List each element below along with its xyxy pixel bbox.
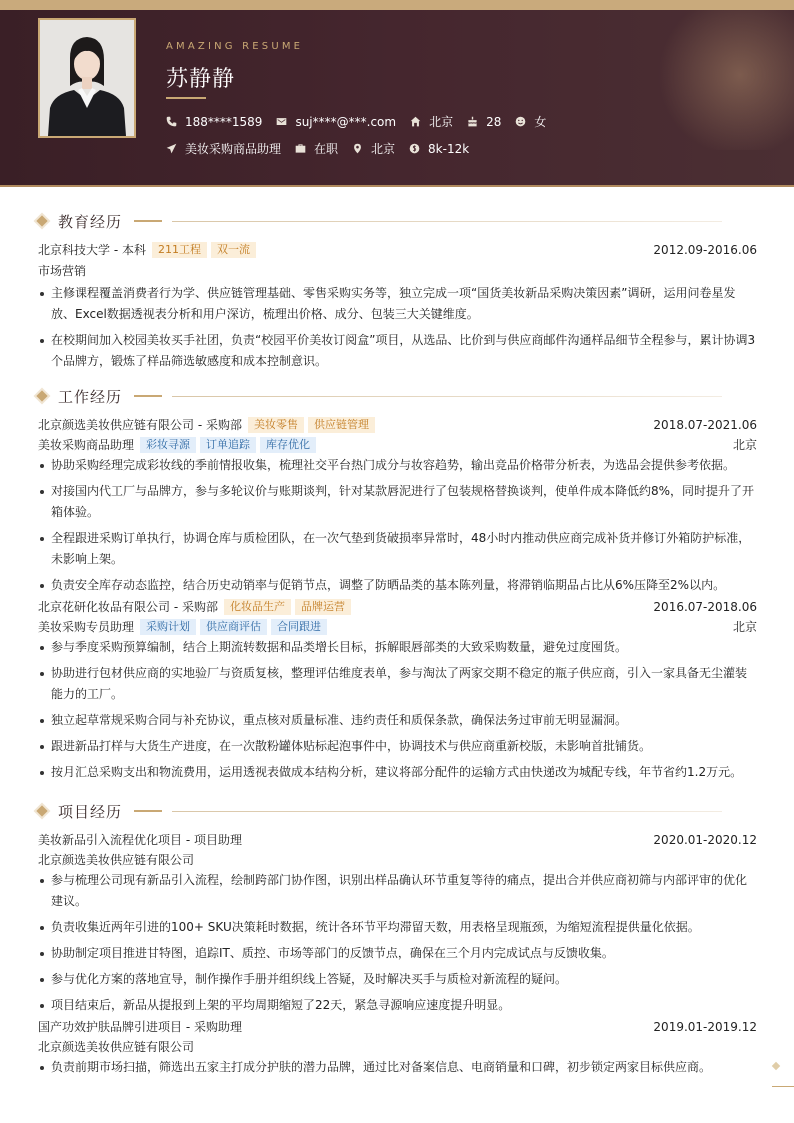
major: 市场营销 — [38, 264, 87, 278]
project-bullets — [38, 870, 757, 1016]
role-row — [38, 436, 757, 453]
list-item: 主修课程覆盖消费者行为学、供应链管理基础、零售采购实务等，独立完成一项“国货美妆新品采购决策因素”调研，运用问卷星发放、Excel数据透视表分析和用户深访，梳理出价格、成分、包装三大关键维度。 — [38, 283, 757, 325]
age-value: 28 — [486, 114, 502, 129]
role-tag: 合同跟进 — [271, 619, 327, 635]
section-title: 项目经历 — [58, 802, 123, 821]
section-accent-line — [134, 395, 162, 397]
target-position-info — [166, 140, 281, 157]
work-city: 北京 — [732, 438, 757, 452]
work-heading-row — [38, 598, 757, 615]
target-position: 美妆采购商品助理 — [185, 142, 282, 156]
list-item: 按月汇总采购支出和物流费用，运用透视表做成本结构分析，建议将部分配件的运输方式由快递改为城配专线，年节省约1.2万元。 — [38, 762, 757, 783]
list-item: 参与优化方案的落地宣导，制作操作手册并组织线上答疑，及时解决买手与质检对新流程的疑问。 — [38, 969, 757, 990]
project-entry — [38, 831, 757, 1016]
project-company: 北京颜选美妆供应链有限公司 — [38, 853, 195, 867]
work-city: 北京 — [732, 620, 757, 634]
project-entry — [38, 1018, 757, 1078]
project-period: 2020.01-2020.12 — [653, 832, 757, 847]
section-divider — [172, 811, 722, 812]
project-bullets — [38, 1057, 757, 1078]
list-item: 独立起草常规采购合同与补充协议，重点核对质量标准、违约责任和质保条款，确保法务过审前无明显漏洞。 — [38, 710, 757, 731]
list-item: 参与季度采购预算编制，结合上期流转数据和品类增长目标，拆解眼唇部类的大致采购数量，避免过度囤货。 — [38, 637, 757, 658]
top-accent-strip — [0, 0, 794, 10]
gender-value: 女 — [534, 115, 547, 129]
list-item: 协助采购经理完成彩妆线的季前情报收集，梳理社交平台热门成分与妆容趋势，输出竞品价格带分析表，为选品会提供参考依据。 — [38, 455, 757, 476]
header-bottom-border — [0, 185, 794, 187]
education-entry — [38, 241, 757, 372]
email-info — [276, 115, 396, 129]
school-name: 北京科技大学 - 本科 — [38, 243, 146, 257]
company-tag: 化妆品生产 — [224, 599, 291, 615]
project-name: 国产功效护肤品牌引进项目 - 采购助理 — [38, 1020, 242, 1034]
work-period: 2016.07-2018.06 — [653, 599, 757, 614]
section-diamond-icon — [36, 390, 47, 401]
major-row — [38, 262, 757, 279]
list-item: 对接国内代工厂与品牌方，参与多轮议价与账期谈判，针对某款唇泥进行了包装规格替换谈判，使单件成本降低约8%，同时提升了开箱体验。 — [38, 481, 757, 523]
education-period: 2012.09-2016.06 — [653, 242, 757, 257]
section-divider — [172, 221, 722, 222]
phone-icon — [166, 116, 177, 127]
company-tag: 美妆零售 — [248, 417, 304, 433]
age-info — [467, 115, 501, 129]
role-tag: 供应商评估 — [200, 619, 267, 635]
work-bullets — [38, 455, 757, 596]
role-title: 美妆采购专员助理 — [38, 620, 135, 634]
send-icon — [166, 143, 177, 154]
portrait-image — [40, 20, 134, 136]
work-entry — [38, 598, 757, 783]
section-header — [35, 211, 757, 231]
list-item: 在校期间加入校园美妆买手社团，负责“校园平价美妆订阅盒”项目，从选品、比价到与供应商邮件沟通样品细节全程参与，累计协调3个品牌方，锻炼了样品筛选敏感度和成本控制意识。 — [38, 330, 757, 372]
phone-info — [166, 115, 262, 129]
employment-status: 在职 — [314, 142, 339, 156]
company-tag: 品牌运营 — [295, 599, 351, 615]
work-bullets — [38, 637, 757, 783]
profile-photo — [38, 18, 136, 138]
company-name: 北京颜选美妆供应链有限公司 - 采购部 — [38, 418, 242, 432]
work-heading-row — [38, 416, 757, 433]
role-tag: 库存优化 — [260, 437, 316, 453]
gender-info — [515, 113, 546, 130]
section-header — [35, 801, 757, 821]
education-bullets — [38, 283, 757, 372]
contact-row — [166, 113, 560, 130]
list-item: 跟进新品打样与大货生产进度，在一次散粉罐体贴标起泡事件中，协调技术与供应商重新校版，未影响首批铺货。 — [38, 736, 757, 757]
role-tag: 订单追踪 — [200, 437, 256, 453]
role-tag: 彩妆寻源 — [140, 437, 196, 453]
corner-diamond-decoration — [772, 1062, 780, 1070]
phone-number: 188****1589 — [185, 114, 263, 129]
job-intent-row — [166, 140, 483, 157]
work-entry — [38, 416, 757, 596]
list-item: 全程跟进采购订单执行，协调仓库与质检团队，在一次气垫到货破损率异常时，48小时内推动供应商完成补货并修订外箱防护标准，未影响上架。 — [38, 528, 757, 570]
section-accent-line — [134, 810, 162, 812]
list-item: 协助制定项目推进甘特图，追踪IT、质控、市场等部门的反馈节点，确保在三个月内完成试点与反馈收集。 — [38, 943, 757, 964]
cake-icon — [467, 116, 478, 127]
home-icon — [410, 116, 421, 127]
section-divider — [172, 396, 722, 397]
hometown-value: 北京 — [429, 115, 454, 129]
hometown-info — [410, 113, 453, 130]
status-info — [295, 140, 338, 157]
salary-info — [409, 142, 469, 156]
company-tag: 供应链管理 — [308, 417, 375, 433]
role-row — [38, 618, 757, 635]
section-accent-line — [134, 220, 162, 222]
work-section — [35, 386, 757, 788]
work-period: 2018.07-2021.06 — [653, 417, 757, 432]
target-city: 北京 — [371, 142, 396, 156]
section-title: 工作经历 — [58, 387, 123, 406]
list-item: 协助进行包材供应商的实地验厂与资质复核，整理评估维度表单，参与淘汰了两家交期不稳定的瓶子供应商，引入一家具备无尘灌装能力的工厂。 — [38, 663, 757, 705]
project-company: 北京颜选美妆供应链有限公司 — [38, 1040, 195, 1054]
email-address: suj****@***.com — [295, 114, 397, 129]
briefcase-icon — [295, 143, 306, 154]
school-tag: 211工程 — [152, 242, 207, 258]
project-heading-row — [38, 831, 757, 848]
education-heading-row — [38, 241, 757, 258]
project-section — [35, 801, 757, 1083]
list-item: 项目结束后，新品从提报到上架的平均周期缩短了22天，紧急寻源响应速度提升明显。 — [38, 995, 757, 1016]
money-icon — [409, 143, 420, 154]
project-company-row — [38, 851, 757, 868]
candidate-name: 苏静静 — [166, 67, 236, 92]
resume-header — [0, 10, 794, 185]
resume-tagline: AMAZING RESUME — [166, 41, 304, 52]
mail-icon — [276, 116, 287, 127]
list-item: 参与梳理公司现有新品引入流程，绘制跨部门协作图，识别出样品确认环节重复等待的痛点，提出合并供应商初筛与内部评审的优化建议。 — [38, 870, 757, 912]
project-company-row — [38, 1038, 757, 1055]
company-name: 北京花研化妆品有限公司 - 采购部 — [38, 600, 218, 614]
role-tag: 采购计划 — [140, 619, 196, 635]
list-item: 负责安全库存动态监控，结合历史动销率与促销节点，调整了防晒品类的基本陈列量，将滞销临期品占比从6%压降至2%以内。 — [38, 575, 757, 596]
section-header — [35, 386, 757, 406]
list-item: 负责收集近两年引进的100+ SKU决策耗时数据，统计各环节平均滞留天数，用表格呈现瓶颈，为缩短流程提供量化依据。 — [38, 917, 757, 938]
name-underline — [166, 97, 206, 99]
target-city-info — [352, 140, 395, 157]
role-title: 美妆采购商品助理 — [38, 438, 135, 452]
section-title: 教育经历 — [58, 212, 123, 231]
project-period: 2019.01-2019.12 — [653, 1019, 757, 1034]
school-tag: 双一流 — [211, 242, 256, 258]
header-glow-decoration — [640, 10, 794, 150]
list-item: 负责前期市场扫描，筛选出五家主打成分护肤的潜力品牌，通过比对备案信息、电商销量和口碑，初步锁定两家目标供应商。 — [38, 1057, 757, 1078]
education-section — [35, 211, 757, 377]
section-diamond-icon — [36, 805, 47, 816]
project-name: 美妆新品引入流程优化项目 - 项目助理 — [38, 833, 242, 847]
section-diamond-icon — [36, 215, 47, 226]
expected-salary: 8k-12k — [428, 141, 470, 156]
location-pin-icon — [352, 143, 363, 154]
user-face-icon — [515, 116, 526, 127]
project-heading-row — [38, 1018, 757, 1035]
corner-bracket-decoration — [772, 1072, 794, 1087]
